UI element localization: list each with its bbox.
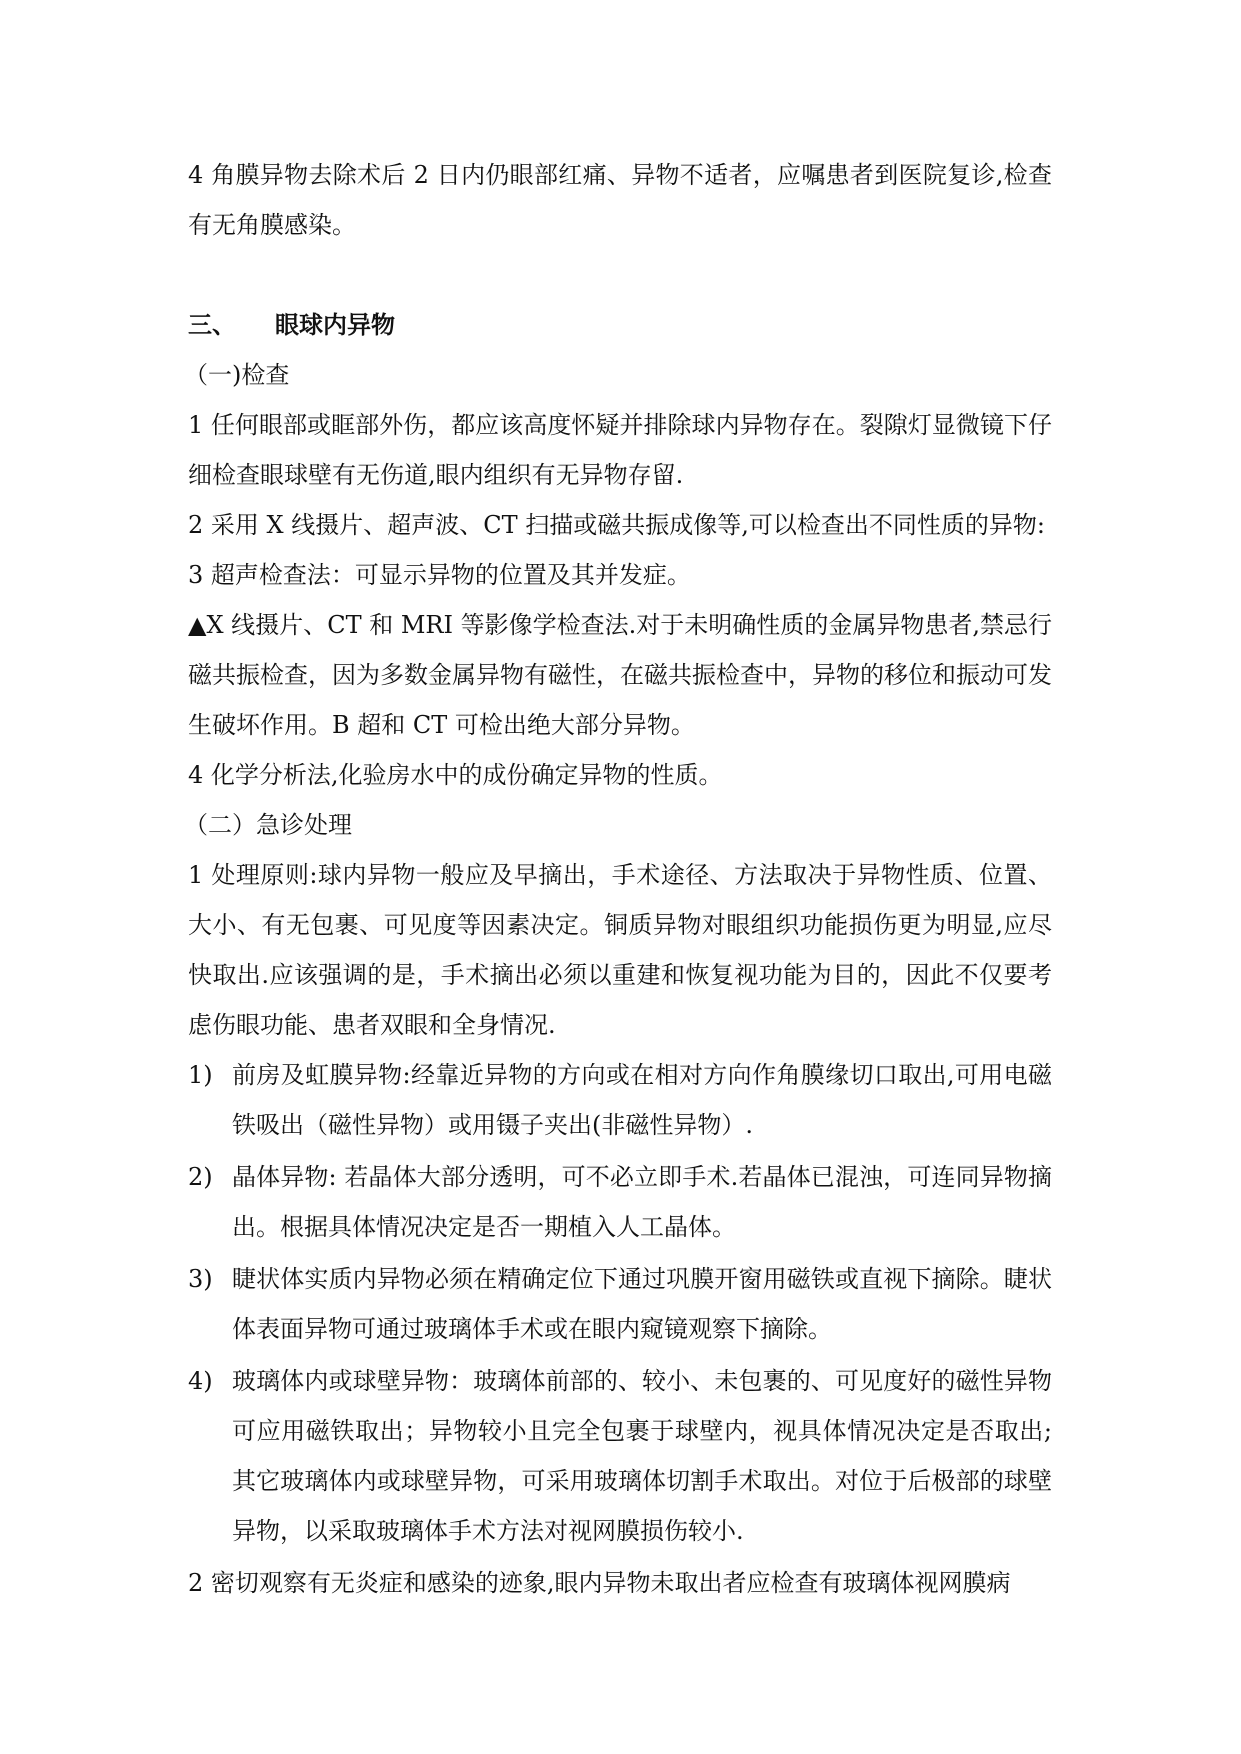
list-text: 晶体异物: 若晶体大部分透明，可不必立即手术.若晶体已混浊，可连同异物摘出。根据具体情况决定是否一期植入人工晶体。: [232, 1163, 1052, 1241]
list-marker: 1): [188, 1061, 213, 1089]
observation-paragraph: 2 密切观察有无炎症和感染的迹象,眼内异物未取出者应检查有玻璃体视网膜病: [188, 1569, 1011, 1597]
list-text: 玻璃体内或球壁异物：玻璃体前部的、较小、未包裹的、可见度好的磁性异物可应用磁铁取出；异物较小且完全包裹于球壁内，视具体情况决定是否取出;其它玻璃体内或球壁异物，可采用玻璃体切割手术取出。对位于后极部的球壁异物，以采取玻璃体手术方法对视网膜损伤较小.: [232, 1367, 1052, 1545]
treatment-principle: 1 处理原则:球内异物一般应及早摘出，手术途径、方法取决于异物性质、位置、大小、有无包裹、可见度等因素决定。铜质异物对眼组织功能损伤更为明显,应尽快取出.应该强调的是，手术摘出必须以重建和恢复视功能为目的，因此不仅要考虑伤眼功能、患者双眼和全身情况.: [188, 861, 1052, 1039]
section-heading: [188, 300, 1052, 350]
list-item: [188, 1356, 1052, 1556]
intro-paragraph: 4 角膜异物去除术后 2 日内仍眼部红痛、异物不适者，应嘱患者到医院复诊,检查有无角膜感染。: [188, 161, 1052, 239]
section-title: 眼球内异物: [275, 310, 395, 339]
list-text: 前房及虹膜异物:经靠近异物的方向或在相对方向作角膜缘切口取出,可用电磁铁吸出（磁性异物）或用镊子夹出(非磁性异物）.: [232, 1061, 1052, 1139]
section-number: 三、: [188, 310, 236, 339]
list-item: [188, 1050, 1052, 1150]
exam-paragraph-1: 1 任何眼部或眶部外伤，都应该高度怀疑并排除球内异物存在。裂隙灯显微镜下仔细检查眼球壁有无伤道,眼内组织有无异物存留.: [188, 411, 1052, 489]
exam-paragraph-2: 2 采用 X 线摄片、超声波、CT 扫描或磁共振成像等,可以检查出不同性质的异物:: [188, 511, 1045, 539]
list-marker: 3): [188, 1265, 213, 1293]
list-item: [188, 1254, 1052, 1354]
list-item: [188, 1152, 1052, 1252]
list-marker: 4): [188, 1367, 213, 1395]
exam-paragraph-4: 4 化学分析法,化验房水中的成份确定异物的性质。: [188, 761, 723, 789]
list-marker: 2): [188, 1163, 213, 1191]
exam-paragraph-imaging: ▲X 线摄片、CT 和 MRI 等影像学检查法.对于未明确性质的金属异物患者,禁忌行磁共振检查，因为多数金属异物有磁性，在磁共振检查中，异物的移位和振动可发生破坏作用。B 超和 CT 可检出绝大部分异物。: [188, 611, 1052, 739]
exam-heading: （一)检查: [184, 361, 290, 389]
exam-paragraph-3: 3 超声检查法：可显示异物的位置及其并发症。: [188, 561, 691, 589]
list-text: 睫状体实质内异物必须在精确定位下通过巩膜开窗用磁铁或直视下摘除。睫状体表面异物可通过玻璃体手术或在眼内窥镜观察下摘除。: [232, 1265, 1052, 1343]
emergency-heading: （二）急诊处理: [184, 811, 352, 839]
document-body: [184, 150, 1052, 1608]
